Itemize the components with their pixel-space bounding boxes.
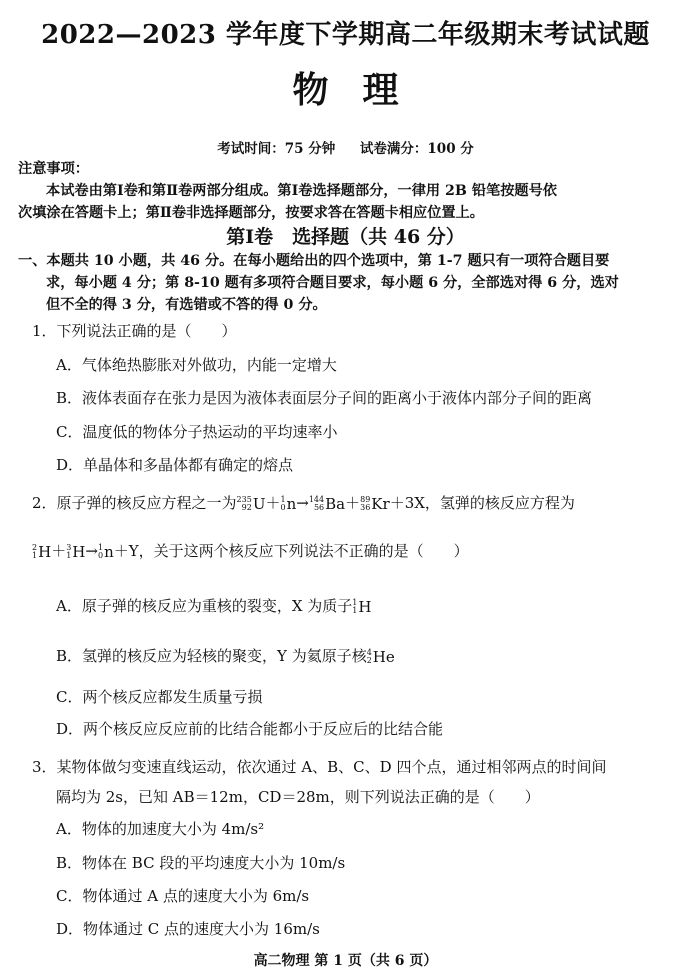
q3-option-a: A．物体的加速度大小为 4m/s² [56,820,265,838]
q2-stem-line-1 [32,492,575,513]
q1-stem: 1．下列说法正确的是（ ） [32,322,237,340]
notice-line-1: 本试卷由第Ⅰ卷和第Ⅱ卷两部分组成。第Ⅰ卷选择题部分，一律用 2B 铅笔按题号依 [46,183,557,199]
subject-title: 物理 [292,69,433,111]
q3-option-b: B．物体在 BC 段的平均速度大小为 10m/s [56,854,346,872]
q2-option-b-text: B．氢弹的核反应为轻核的聚变，Y 为氦原子核 [56,647,367,665]
q1-option-a: A．气体绝热膨胀对外做功，内能一定增大 [56,356,337,374]
q1-option-d: D．单晶体和多晶体都有确定的熔点 [56,456,294,474]
exam-title: 2022—2023 学年度下学期高二年级期末考试试题 [41,20,650,50]
section-title: 第Ⅰ卷 选择题（共 46 分） [226,226,465,248]
q3-option-d: D．物体通过 C 点的速度大小为 16m/s [56,920,320,938]
fusion-equation: 2 1 H＋ 3 1 H→ 1 0 n＋Y [32,542,139,561]
exam-time: 考试时间：75 分钟 [217,141,336,157]
section-intro-1: 一、本题共 10 小题，共 46 分。在每小题给出的四个选项中，第 1-7 题只有一项符合题目要 [18,253,610,269]
q3-option-c: C．物体通过 A 点的速度大小为 6m/s [56,887,310,905]
notice-label: 注意事项： [18,161,89,177]
page-footer: 高二物理 第 1 页（共 6 页） [253,953,438,969]
q2-stem-line-2 [32,540,469,561]
q2-stem-b: ，氢弹的核反应方程为 [424,494,575,512]
q2-stem-a: 2．原子弹的核反应方程之一为 [32,494,237,512]
helium-symbol: 4 2 He [366,648,395,666]
q2-option-c: C．两个核反应都发生质量亏损 [56,688,263,706]
q2-option-a [56,595,371,616]
proton-symbol: 1 1 H [352,598,372,616]
section-intro-2: 求，每小题 4 分；第 8-10 题有多项符合题目要求，每小题 6 分，全部选对得 6 分，选对 [46,275,619,291]
notice-line-2: 次填涂在答题卡上；第Ⅱ卷非选择题部分，按要求答在答题卡相应位置上。 [18,205,484,221]
fission-equation: 235 92 U＋ 1 0 n→ 144 56 Ba＋ 89 36 Kr＋3X [236,494,425,513]
q3-stem-2: 隔均为 2s，已知 AB＝12m，CD＝28m，则下列说法正确的是（ ） [56,788,540,806]
exam-meta [0,137,691,157]
q2-option-d: D．两个核反应反应前的比结合能都小于反应后的比结合能 [56,720,444,738]
q2-option-a-text: A．原子弹的核反应为重核的裂变，X 为质子 [56,597,353,615]
q3-stem-1: 3．某物体做匀变速直线运动，依次通过 A、B、C、D 四个点，通过相邻两点的时间间 [32,758,607,776]
q1-option-c: C．温度低的物体分子热运动的平均速率小 [56,423,338,441]
q1-option-b: B．液体表面存在张力是因为液体表面层分子间的距离小于液体内部分子间的距离 [56,389,593,407]
section-intro-3: 但不全的得 3 分，有选错或不答的得 0 分。 [46,297,327,313]
q2-option-b [56,645,395,666]
exam-score: 试卷满分：100 分 [359,141,474,157]
q2-stem-c: ，关于这两个核反应下列说法不正确的是（ ） [138,542,469,560]
